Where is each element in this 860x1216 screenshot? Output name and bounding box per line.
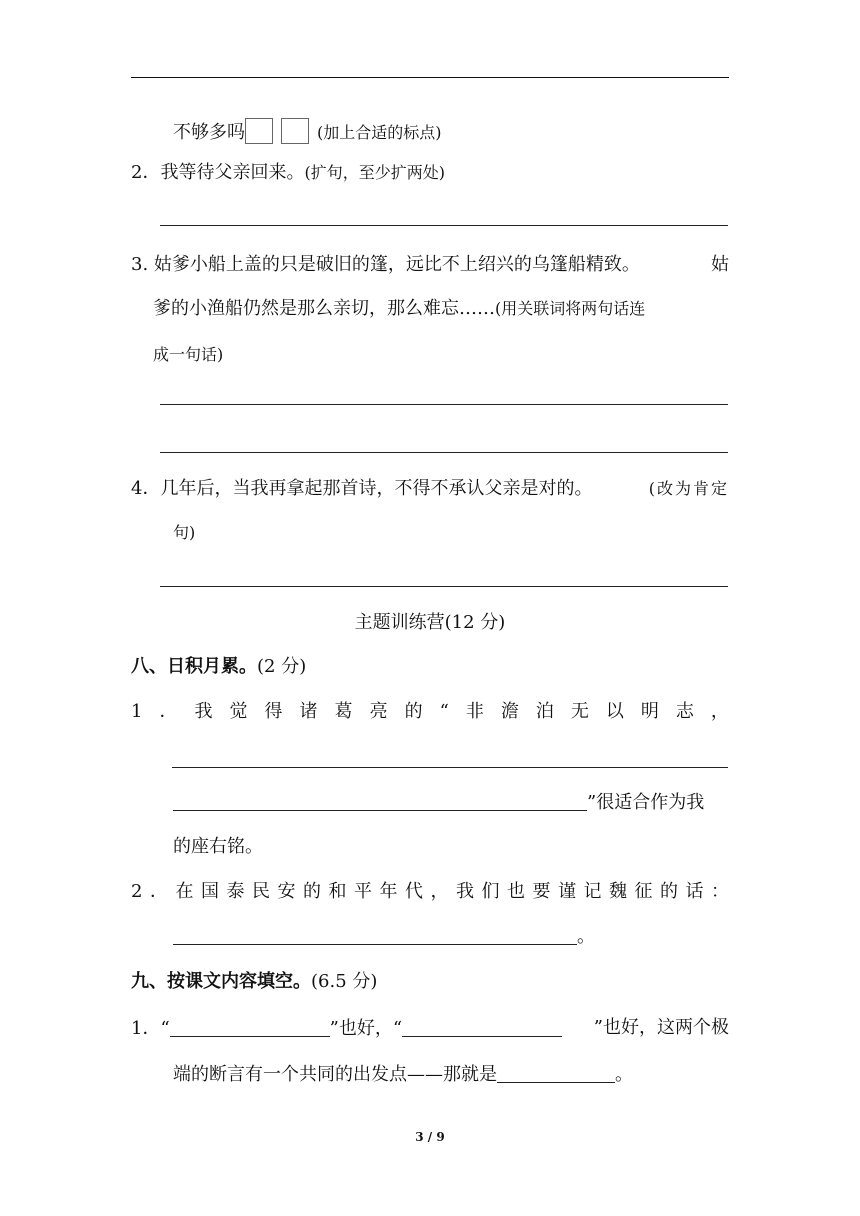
q3-answer-line-2[interactable] bbox=[160, 452, 728, 453]
section8-item2-answer-line[interactable] bbox=[173, 924, 577, 945]
section9-blank-2[interactable] bbox=[402, 1016, 562, 1037]
section8-item1-char: 的 bbox=[404, 701, 423, 722]
section8-item2-char: 代 bbox=[404, 881, 423, 902]
section8-item1-char: 澹 bbox=[500, 701, 519, 722]
section-title: 主题训练营(12 分) bbox=[354, 612, 506, 633]
section8-item2-char: 谨 bbox=[557, 881, 576, 902]
q3-line1-end: 姑 bbox=[711, 254, 729, 275]
q2-text: 2．我等待父亲回来。 bbox=[131, 162, 305, 183]
section8-item2-char: 在 bbox=[175, 881, 194, 902]
section8-item2-char: 的 bbox=[302, 881, 321, 902]
section8-item2-line1 bbox=[131, 880, 729, 904]
section8-heading: 八、日积月累。 bbox=[131, 656, 257, 677]
section8-item1-char: 诸 bbox=[299, 701, 318, 722]
section8-item2-char: 民 bbox=[251, 881, 270, 902]
section8-item1-char: 无 bbox=[570, 701, 589, 722]
q2-answer-line[interactable] bbox=[160, 225, 728, 226]
punctuation-box-1[interactable] bbox=[245, 118, 273, 144]
header-rule bbox=[131, 77, 729, 78]
section8-item2-char: 也 bbox=[506, 881, 525, 902]
q3-line1 bbox=[131, 253, 729, 277]
section9-item1-b: ”也好，“ bbox=[329, 1018, 403, 1039]
section9-heading-line bbox=[131, 970, 729, 994]
section8-item2-char: 记 bbox=[583, 881, 602, 902]
section8-item1-char: 非 bbox=[465, 701, 484, 722]
section9-item1-line1 bbox=[131, 1016, 729, 1041]
section8-item1-line1 bbox=[131, 700, 729, 724]
section8-item1-char: 泊 bbox=[535, 701, 554, 722]
q4-line1-text: 4．几年后，当我再拿起那首诗，不得不承认父亲是对的。 bbox=[131, 478, 593, 499]
section8-item2-char: 们 bbox=[481, 881, 500, 902]
section8-item2-char: ： bbox=[710, 881, 729, 902]
section9-item1-line2 bbox=[173, 1062, 771, 1087]
section8-item1-tail: ”很适合作为我 bbox=[587, 792, 705, 813]
section9-points: (6.5 分) bbox=[311, 971, 378, 992]
section8-item2-char: 和 bbox=[328, 881, 347, 902]
q3-line2-instruction: (用关联词将两句话连 bbox=[495, 299, 646, 318]
section8-item1-char: 我 bbox=[194, 701, 213, 722]
q1-tail-line bbox=[173, 118, 771, 145]
section8-item1-char: 葛 bbox=[334, 701, 353, 722]
q3-line3: 成一句话) bbox=[153, 345, 224, 364]
section8-item2-char: 征 bbox=[634, 881, 653, 902]
section8-heading-line bbox=[131, 655, 729, 679]
q3-line2-text: 爹的小渔船仍然是那么亲切，那么难忘…… bbox=[153, 298, 495, 319]
q4-line1-instruction: (改为肯定 bbox=[648, 479, 729, 498]
q2-line bbox=[131, 161, 729, 185]
q4-line2: 句) bbox=[173, 523, 196, 542]
q4-answer-line[interactable] bbox=[160, 586, 728, 587]
section8-item1-char: 亮 bbox=[369, 701, 388, 722]
section9-blank-3[interactable] bbox=[497, 1062, 615, 1083]
section8-item1-char: ． bbox=[159, 701, 178, 722]
page-number: 3 / 9 bbox=[415, 1130, 445, 1144]
section8-item2-char: 的 bbox=[659, 881, 678, 902]
section8-item2-char: 魏 bbox=[608, 881, 627, 902]
section8-item1-char: “ bbox=[439, 701, 449, 722]
section9-blank-1[interactable] bbox=[170, 1016, 330, 1037]
section8-item1-line4: 的座右铭。 bbox=[173, 836, 263, 857]
q1-tail-text: 不够多吗 bbox=[173, 122, 245, 143]
section8-item2-char: ， bbox=[430, 881, 449, 902]
section8-item1-line3 bbox=[173, 790, 771, 815]
q1-instruction: (加上合适的标点) bbox=[317, 123, 442, 142]
section8-item2-char: 安 bbox=[277, 881, 296, 902]
section8-item2-char: ． bbox=[149, 881, 168, 902]
section8-item1-char: 得 bbox=[264, 701, 283, 722]
section8-item2-char: 年 bbox=[379, 881, 398, 902]
q4-line1 bbox=[131, 477, 729, 501]
section9-item1-c: ”也好，这两个极 bbox=[593, 1017, 729, 1038]
section9-item1-line2-text: 端的断言有一个共同的出发点——那就是 bbox=[173, 1064, 497, 1085]
section8-item2-char: 2 bbox=[131, 881, 143, 902]
section8-item1-char: 觉 bbox=[229, 701, 248, 722]
section8-item2-char: 泰 bbox=[226, 881, 245, 902]
section8-item2-char: 要 bbox=[532, 881, 551, 902]
section8-item2-char: 国 bbox=[200, 881, 219, 902]
section8-item2-char: 话 bbox=[685, 881, 704, 902]
section9-item1-line2-end: 。 bbox=[615, 1064, 633, 1085]
q3-line1-text: 3. 姑爹小船上盖的只是破旧的篷，远比不上绍兴的乌篷船精致。 bbox=[131, 254, 640, 275]
punctuation-box-2[interactable] bbox=[281, 118, 309, 144]
section8-item2-line2 bbox=[173, 924, 771, 949]
section8-item1-answer-line-2[interactable] bbox=[173, 790, 587, 811]
section8-item1-char: 1 bbox=[131, 701, 143, 722]
section9-item1-a: 1．“ bbox=[131, 1018, 170, 1039]
section8-item1-answer-line-1[interactable] bbox=[172, 767, 728, 768]
section8-item1-char: 明 bbox=[640, 701, 659, 722]
section8-item2-end: 。 bbox=[577, 926, 595, 947]
section8-item1-char: 志 bbox=[675, 701, 694, 722]
section8-item2-char: 平 bbox=[353, 881, 372, 902]
q3-answer-line-1[interactable] bbox=[160, 404, 728, 405]
section8-item1-char: ， bbox=[710, 701, 729, 722]
section9-heading: 九、按课文内容填空。 bbox=[131, 971, 311, 992]
q2-instruction: (扩句，至少扩两处) bbox=[304, 163, 445, 182]
section8-item2-char: 我 bbox=[455, 881, 474, 902]
q3-line2 bbox=[153, 297, 751, 321]
section8-points: (2 分) bbox=[257, 656, 307, 677]
section8-item1-char: 以 bbox=[605, 701, 624, 722]
